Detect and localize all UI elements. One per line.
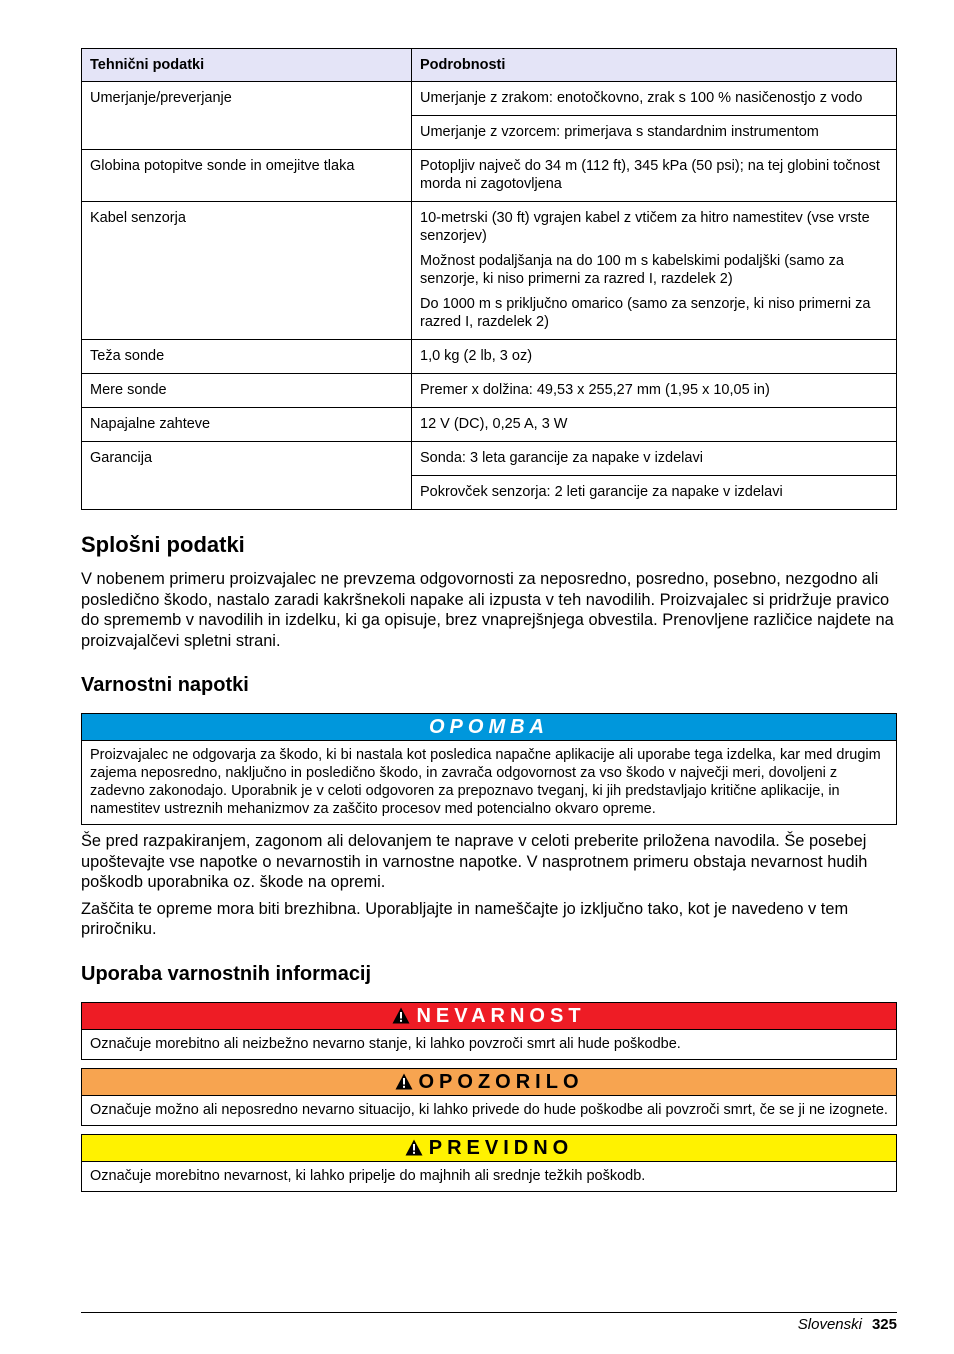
table-header-details: Podrobnosti xyxy=(412,49,897,82)
danger-text: Označuje morebitno ali neizbežno nevarno stanje, ki lahko povzroči smrt ali hude poškodbe. xyxy=(90,1035,681,1052)
table-cell-detail: Umerjanje z vzorcem: primerjava s standardnim instrumentom xyxy=(412,116,897,150)
table-cell-detail: Umerjanje z zrakom: enotočkovno, zrak s 100 % nasičenostjo z vodo xyxy=(412,82,897,116)
spec-table xyxy=(81,48,897,510)
table-header-spec: Tehnični podatki xyxy=(82,49,412,82)
table-cell-detail xyxy=(412,202,897,340)
footer-language: Slovenski xyxy=(797,1316,862,1333)
danger-box xyxy=(81,1002,897,1060)
warning-triangle-icon xyxy=(405,1139,423,1156)
table-row xyxy=(82,82,897,116)
caution-header xyxy=(82,1135,896,1162)
table-cell-detail: Potopljiv največ do 34 m (112 ft), 345 kPa (50 psi); na tej globini točnost morda ni zagotovljena xyxy=(412,150,897,202)
general-paragraph: V nobenem primeru proizvajalec ne prevzema odgovornosti za neposredno, posredno, posebno, nezgodno ali posledično škodo, nastalo zaradi kakršnekoli napake ali izpusta v teh navodilih. Proizvajalec si pridržuje pravico do sprememb v navodilih in izdelku, ki ga opisuje, brez vnaprejšnjega obvestila. Prenovljene različice najdete na proizvajalčevi spletni strani. xyxy=(81,570,894,650)
table-cell-label: Teža sonde xyxy=(82,340,412,374)
notice-header: OPOMBA xyxy=(82,714,896,741)
detail-line: 10-metrski (30 ft) vgrajen kabel z vtičem za hitro namestitev (vse vrste senzorjev) xyxy=(420,210,870,244)
table-cell-label: Napajalne zahteve xyxy=(82,408,412,442)
document-page xyxy=(81,48,897,1192)
caution-text: Označuje morebitno nevarnost, ki lahko pripelje do majhnih ali srednje težkih poškodb. xyxy=(90,1167,646,1184)
table-cell-detail: 1,0 kg (2 lb, 3 oz) xyxy=(412,340,897,374)
table-row xyxy=(82,150,897,202)
table-cell-detail: Sonda: 3 leta garancije za napake v izdelavi xyxy=(412,442,897,476)
table-cell-label: Globina potopitve sonde in omejitve tlaka xyxy=(82,150,412,202)
table-row xyxy=(82,442,897,476)
table-cell-label: Garancija xyxy=(82,442,412,510)
page-footer xyxy=(81,1312,897,1333)
warning-triangle-icon xyxy=(392,1007,410,1024)
safety-notes-heading: Varnostni napotki xyxy=(81,674,249,696)
table-row xyxy=(82,408,897,442)
table-row xyxy=(82,340,897,374)
warning-box xyxy=(81,1068,897,1126)
table-cell-label: Umerjanje/preverjanje xyxy=(82,82,412,150)
detail-line: Možnost podaljšanja na do 100 m s kabelskimi podaljški (samo za senzorje, ki niso primerni za razred I, razdelek 2) xyxy=(420,253,844,287)
general-heading: Splošni podatki xyxy=(81,532,245,557)
page-number: 325 xyxy=(871,1316,897,1333)
hazard-info-heading: Uporaba varnostnih informacij xyxy=(81,962,372,985)
table-row xyxy=(82,202,897,340)
table-cell-label: Kabel senzorja xyxy=(82,202,412,340)
safety-paragraph-2: Zaščita te opreme mora biti brezhibna. Uporabljajte in nameščajte jo izključno tako, kot je navedeno v tem priročniku. xyxy=(81,899,849,938)
table-cell-detail: Pokrovček senzorja: 2 leti garancije za napake v izdelavi xyxy=(412,476,897,510)
notice-box xyxy=(81,713,897,825)
detail-line: Do 1000 m s priključno omarico (samo za senzorje, ki niso primerni za razred I, razdelek 2) xyxy=(420,296,871,330)
warning-header xyxy=(82,1069,896,1096)
warning-text: Označuje možno ali neposredno nevarno situacijo, ki lahko privede do hude poškodbe ali povzroči smrt, če se ji ne izognete. xyxy=(90,1101,888,1118)
danger-header xyxy=(82,1003,896,1030)
caution-box xyxy=(81,1134,897,1192)
safety-paragraph-1: Še pred razpakiranjem, zagonom ali delovanjem te naprave v celoti preberite priložena navodila. Še posebej upoštevajte vse napotke o nevarnostih in varnostne napotke. V nasprotnem primeru obstaja nevarnost hudih poškodb uporabnika oz. škode na opremi. xyxy=(81,832,868,891)
warning-label: OPOZORILO xyxy=(418,1070,584,1093)
table-cell-detail: 12 V (DC), 0,25 A, 3 W xyxy=(412,408,897,442)
danger-label: NEVARNOST xyxy=(416,1004,586,1027)
table-cell-detail: Premer x dolžina: 49,53 x 255,27 mm (1,95 x 10,05 in) xyxy=(412,374,897,408)
caution-label: PREVIDNO xyxy=(428,1136,574,1159)
table-row xyxy=(82,374,897,408)
table-cell-label: Mere sonde xyxy=(82,374,412,408)
warning-triangle-icon xyxy=(395,1073,413,1090)
notice-text: Proizvajalec ne odgovarja za škodo, ki bi nastala kot posledica napačne aplikacije ali uporabe tega izdelka, kar med drugim zajema neposredno, naključno in posledično škodo, in zavrača odgovornost za vso škodo v največji meri, dovoljeni z zadevno zakonodajo. Uporabnik je v celoti odgovoren za prepoznavo tveganj, ki jih predstavljajo kritične aplikacije, in namestitev ustreznih mehanizmov za zaščito procesov med potencialno okvaro opreme. xyxy=(90,747,881,817)
table-header-row xyxy=(82,49,897,82)
